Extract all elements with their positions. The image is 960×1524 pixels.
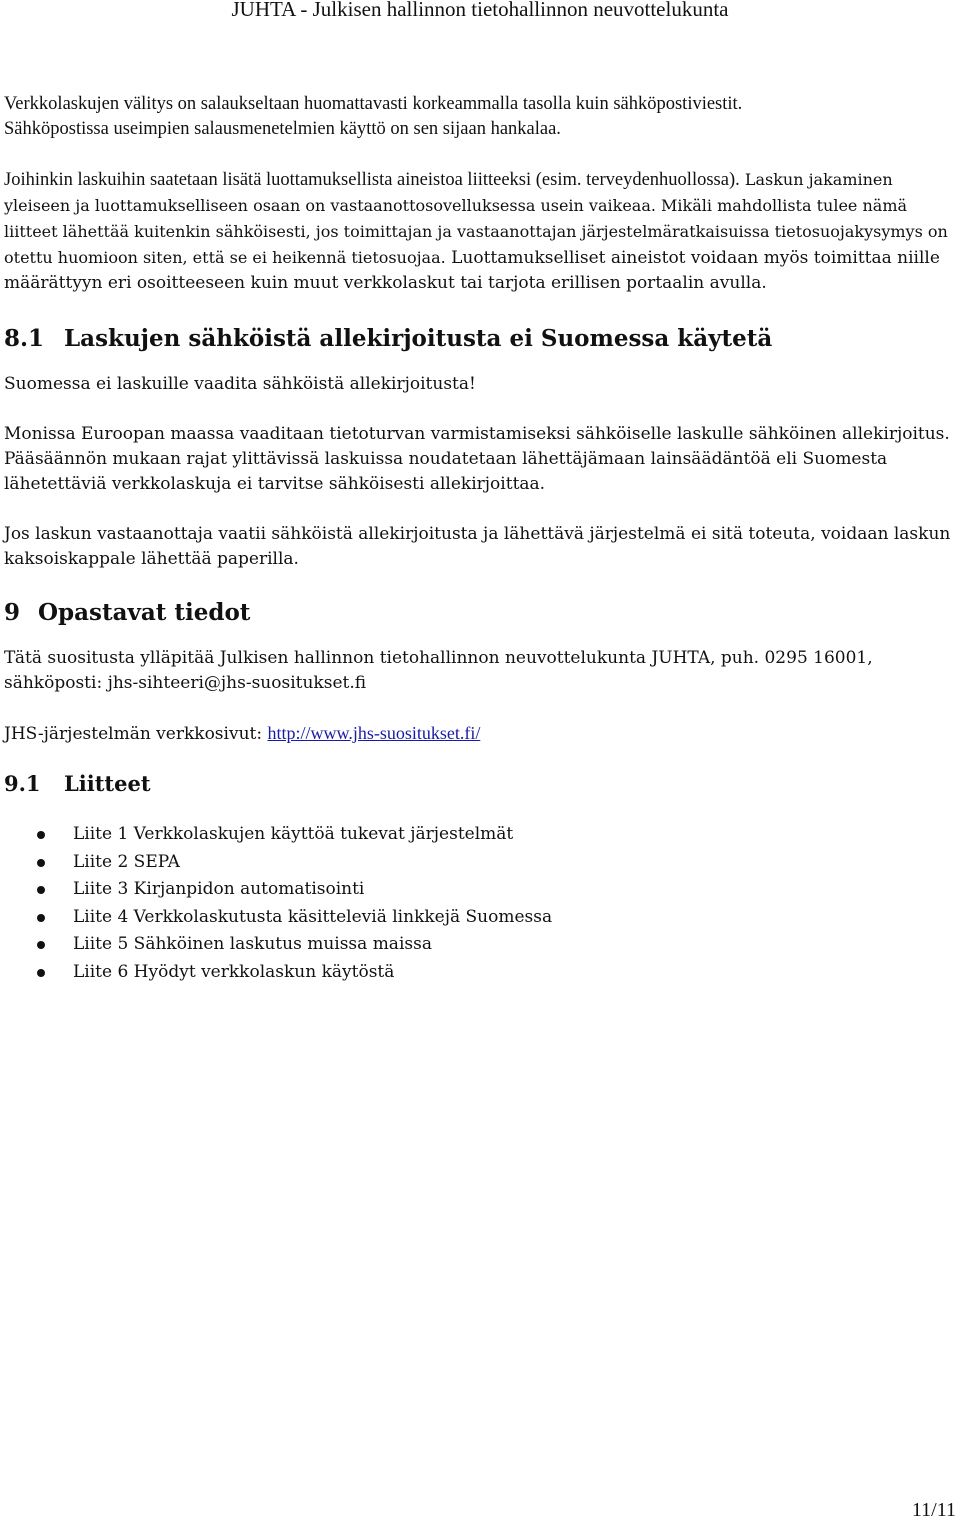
section-9-title: Opastavat tiedot (38, 599, 251, 626)
bullet-icon (37, 831, 45, 839)
section-9-paragraph-2 (4, 721, 956, 747)
section-8-1-heading (4, 324, 956, 354)
list-item: Liite 2 SEPA (4, 849, 956, 877)
section-8-1-paragraph-2: Monissa Euroopan maassa vaaditaan tietoturvan varmistamiseksi sähköiselle laskulle sähköinen allekirjoitus. Pääsäännön mukaan rajat ylittävissä laskuissa noudatetaan lähettäjämaan lainsäädäntöä eli Suomesta lähetettäviä verkkolaskuja ei tarvitse sähköisesti allekirjoittaa. (4, 424, 950, 494)
website-label: JHS-järjestelmän verkkosivut: (4, 724, 268, 744)
list-item: Liite 5 Sähköinen laskutus muissa maissa (4, 931, 956, 959)
section-8-1-number: 8.1 (4, 325, 45, 352)
intro-p2-part1: Joihinkin laskuihin saatetaan lisätä luottamuksellista aineistoa liitteeksi (esim. terveydenhuollossa). (4, 170, 740, 190)
section-9-1-heading (4, 769, 956, 799)
intro-paragraph-1 (4, 92, 956, 142)
section-8-1-paragraph-1: Suomessa ei laskuille vaadita sähköistä allekirjoitusta! (4, 374, 476, 394)
bullet-icon (37, 941, 45, 949)
page-number: 11/11 (911, 1499, 956, 1521)
list-item: Liite 1 Verkkolaskujen käyttöä tukevat järjestelmät (4, 821, 956, 849)
section-8-1-paragraph-3: Jos laskun vastaanottaja vaatii sähköistä allekirjoitusta ja lähettävä järjestelmä ei sitä toteuta, voidaan laskun kaksoiskappale lähettää paperilla. (4, 524, 951, 569)
bullet-icon (37, 969, 45, 977)
intro-p2-part3: Luottamukselliset aineistot voidaan myös toimittaa niille määrättyyn eri osoitteeseen kuin muut verkkolaskut tai tarjota erillisen portaalin avulla. (4, 248, 940, 293)
bullet-icon (37, 886, 45, 894)
intro-line-1: Verkkolaskujen välitys on salaukseltaan huomattavasti korkeammalla tasolla kuin sähköpostiviestit. (4, 94, 743, 114)
list-item: Liite 6 Hyödyt verkkolaskun käytöstä (4, 959, 956, 987)
section-9-paragraph-1: Tätä suositusta ylläpitää Julkisen hallinnon tietohallinnon neuvottelukunta JUHTA, puh. 0295 16001, sähköposti: jhs-sihteeri@jhs-suositukset.fi (4, 648, 873, 693)
intro-p2-part2: Laskun jakaminen yleiseen ja luottamukselliseen osaan on vastaanottosovelluksessa usein vaikeaa. Mikäli mahdollista tulee nämä liitteet lähettää kuitenkin sähköisesti, jos toimittajan ja vastaanottajan järjestelmäratkaisuissa tietosuojakysymys on otettu huomioon siten, että se ei heikennä tietosuojaa. (4, 170, 948, 267)
attachments-list (4, 821, 956, 986)
bullet-icon (37, 914, 45, 922)
intro-line-2: Sähköpostissa useimpien salausmenetelmien käyttö on sen sijaan hankalaa. (4, 119, 561, 139)
section-9-heading (4, 598, 956, 628)
list-item: Liite 3 Kirjanpidon automatisointi (4, 876, 956, 904)
section-9-1-title: Liitteet (64, 771, 151, 796)
section-9-number: 9 (4, 599, 21, 626)
page-header: JUHTA - Julkisen hallinnon tietohallinnon neuvottelukunta (231, 0, 729, 21)
intro-paragraph-2 (4, 167, 956, 296)
list-item: Liite 4 Verkkolaskutusta käsitteleviä linkkejä Suomessa (4, 904, 956, 932)
document-body (4, 92, 956, 986)
section-8-1-title: Laskujen sähköistä allekirjoitusta ei Suomessa käytetä (64, 325, 773, 352)
website-link[interactable]: http://www.jhs-suositukset.fi/ (267, 723, 481, 743)
bullet-icon (37, 859, 45, 867)
section-9-1-number: 9.1 (4, 771, 41, 796)
